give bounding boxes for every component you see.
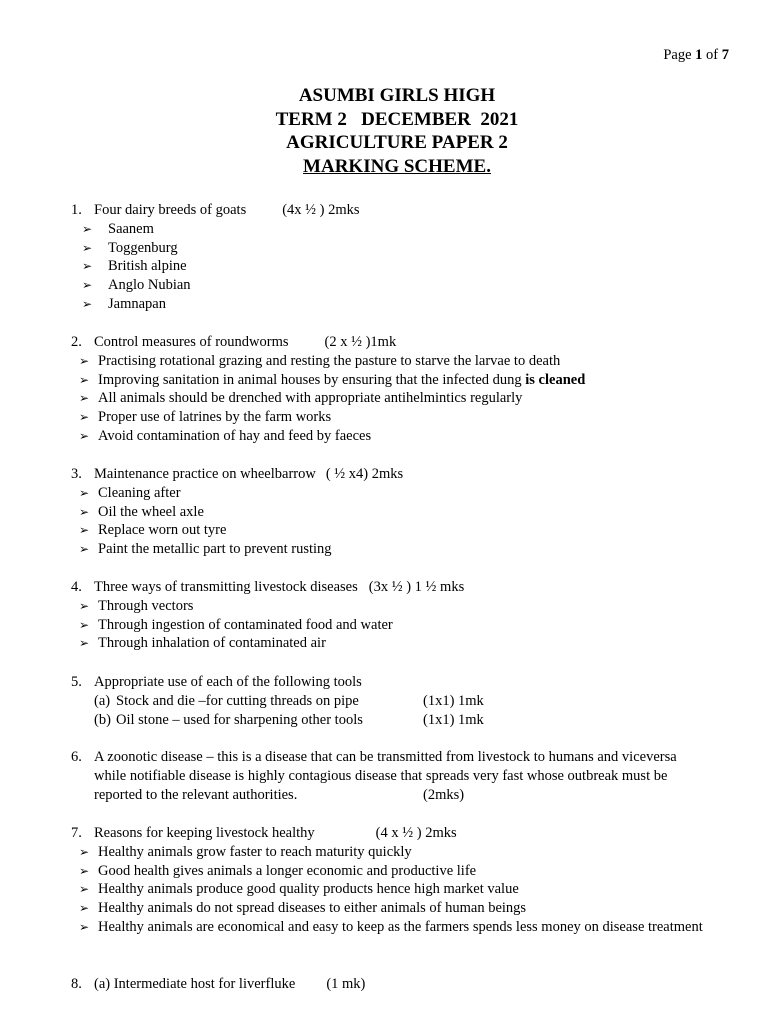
question-number: 5. — [71, 674, 82, 690]
arrowhead-bullet-icon: ➢ — [79, 882, 90, 897]
list-item: ➢ Oil the wheel axle — [79, 503, 204, 520]
question-text: (a) Intermediate host for liverfluke — [94, 976, 296, 992]
arrowhead-bullet-icon: ➢ — [82, 278, 93, 293]
arrowhead-bullet-icon: ➢ — [82, 259, 93, 274]
arrowhead-bullet-icon: ➢ — [82, 240, 93, 255]
list-item: ➢ Practising rotational grazing and resting the pasture to starve the larvae to death — [79, 352, 561, 369]
question-number: 2. — [71, 334, 82, 350]
document-header — [0, 84, 768, 178]
question-text: Three ways of transmitting livestock diseases — [94, 579, 358, 595]
arrowhead-bullet-icon: ➢ — [79, 901, 90, 916]
question-marks: ( ½ x4) 2mks — [325, 466, 404, 482]
list-item: ➢ Toggenburg — [82, 239, 178, 256]
arrowhead-bullet-icon: ➢ — [79, 504, 90, 519]
list-item: ➢ Proper use of latrines by the farm works — [79, 409, 332, 426]
arrowhead-bullet-icon: ➢ — [79, 617, 90, 632]
question-text: Control measures of roundworms — [94, 334, 289, 350]
question-marks: (1 mk) — [326, 976, 366, 992]
question-number: 8. — [71, 976, 82, 992]
list-item: ➢ Saanem — [82, 220, 154, 237]
sub-answer-marks: (1x1) 1mk — [423, 692, 484, 709]
answer-line: reported to the relevant authorities. (2mks) — [94, 786, 465, 803]
answer-list — [71, 597, 741, 653]
arrowhead-bullet-icon: ➢ — [79, 542, 90, 557]
arrowhead-bullet-icon: ➢ — [79, 919, 90, 934]
question-4 — [71, 578, 741, 653]
list-item: ➢ Healthy animals are economical and easy to keep as the farmers spends less money on disease treatment — [79, 918, 703, 935]
question-8 — [71, 975, 741, 994]
arrowhead-bullet-icon: ➢ — [79, 844, 90, 859]
list-item: ➢ Paint the metallic part to prevent rusting — [79, 541, 332, 558]
question-number: 7. — [71, 825, 82, 841]
list-item: ➢ Improving sanitation in animal houses by ensuring that the infected dung is cleaned — [79, 371, 586, 388]
arrowhead-bullet-icon: ➢ — [82, 221, 93, 236]
list-item: ➢ Healthy animals produce good quality products hence high market value — [79, 881, 519, 898]
question-text: Four dairy breeds of goats — [94, 202, 247, 218]
answer-line: while notifiable disease is highly contagious disease that spreads very fast whose outbreak must be — [94, 767, 668, 784]
question-marks: (2 x ½ )1mk — [324, 334, 397, 350]
term-line: TERM 2 DECEMBER 2021 — [275, 108, 519, 130]
list-item: ➢ Healthy animals do not spread diseases to either animals of human beings — [79, 900, 527, 917]
arrowhead-bullet-icon: ➢ — [79, 636, 90, 651]
question-text: Maintenance practice on wheelbarrow — [94, 466, 316, 482]
question-marks: (4x ½ ) 2mks — [282, 202, 360, 218]
question-5 — [71, 673, 741, 729]
question-number: 4. — [71, 579, 82, 595]
list-item: ➢ Healthy animals grow faster to reach maturity quickly — [79, 843, 412, 860]
list-item: ➢ Avoid contamination of hay and feed by faeces — [79, 427, 372, 444]
sub-answer-a: (a) Stock and die –for cutting threads on pipe (1x1) 1mk — [94, 692, 484, 709]
question-number: 1. — [71, 202, 82, 218]
scheme-title: MARKING SCHEME. — [303, 155, 491, 177]
question-number: 6. — [71, 749, 82, 765]
arrowhead-bullet-icon: ➢ — [79, 353, 90, 368]
sub-answer-marks: (1x1) 1mk — [423, 711, 484, 728]
list-item: ➢ Good health gives animals a longer economic and productive life — [79, 862, 477, 879]
arrowhead-bullet-icon: ➢ — [82, 296, 93, 311]
question-text: Appropriate use of each of the following tools — [94, 674, 362, 690]
question-3 — [71, 465, 741, 559]
arrowhead-bullet-icon: ➢ — [79, 410, 90, 425]
answer-list — [71, 843, 741, 937]
question-1 — [71, 201, 741, 314]
question-6 — [71, 748, 741, 804]
list-item: ➢ Replace worn out tyre — [79, 522, 227, 539]
list-item: ➢ Anglo Nubian — [82, 277, 191, 294]
answer-list — [71, 484, 741, 559]
question-marks: (2mks) — [423, 786, 465, 803]
arrowhead-bullet-icon: ➢ — [79, 372, 90, 387]
question-7 — [71, 824, 741, 937]
list-item: ➢ Through inhalation of contaminated air — [79, 635, 326, 652]
answer-line: A zoonotic disease – this is a disease that can be transmitted from livestock to humans and viceversa — [94, 749, 677, 765]
question-2 — [71, 333, 741, 446]
page-number: Page 1 of 7 — [663, 47, 729, 63]
list-item: ➢ Jamnapan — [82, 295, 166, 312]
arrowhead-bullet-icon: ➢ — [79, 863, 90, 878]
answer-list — [71, 220, 741, 314]
question-marks: (4 x ½ ) 2mks — [375, 825, 457, 841]
list-item: ➢ Cleaning after — [79, 484, 181, 501]
paper-title: AGRICULTURE PAPER 2 — [286, 132, 508, 153]
list-item: ➢ Through vectors — [79, 597, 194, 614]
question-number: 3. — [71, 466, 82, 482]
arrowhead-bullet-icon: ➢ — [79, 523, 90, 538]
answer-list — [71, 352, 741, 446]
list-item: ➢ British alpine — [82, 258, 187, 275]
school-name: ASUMBI GIRLS HIGH — [298, 85, 496, 106]
list-item: ➢ Through ingestion of contaminated food and water — [79, 616, 393, 633]
question-text: Reasons for keeping livestock healthy — [94, 825, 315, 841]
arrowhead-bullet-icon: ➢ — [79, 485, 90, 500]
arrowhead-bullet-icon: ➢ — [79, 428, 90, 443]
arrowhead-bullet-icon: ➢ — [79, 391, 90, 406]
sub-answer-b: (b) Oil stone – used for sharpening other tools (1x1) 1mk — [94, 711, 484, 728]
list-item: ➢ All animals should be drenched with appropriate antihelmintics regularly — [79, 390, 523, 407]
arrowhead-bullet-icon: ➢ — [79, 598, 90, 613]
question-marks: (3x ½ ) 1 ½ mks — [368, 579, 465, 595]
